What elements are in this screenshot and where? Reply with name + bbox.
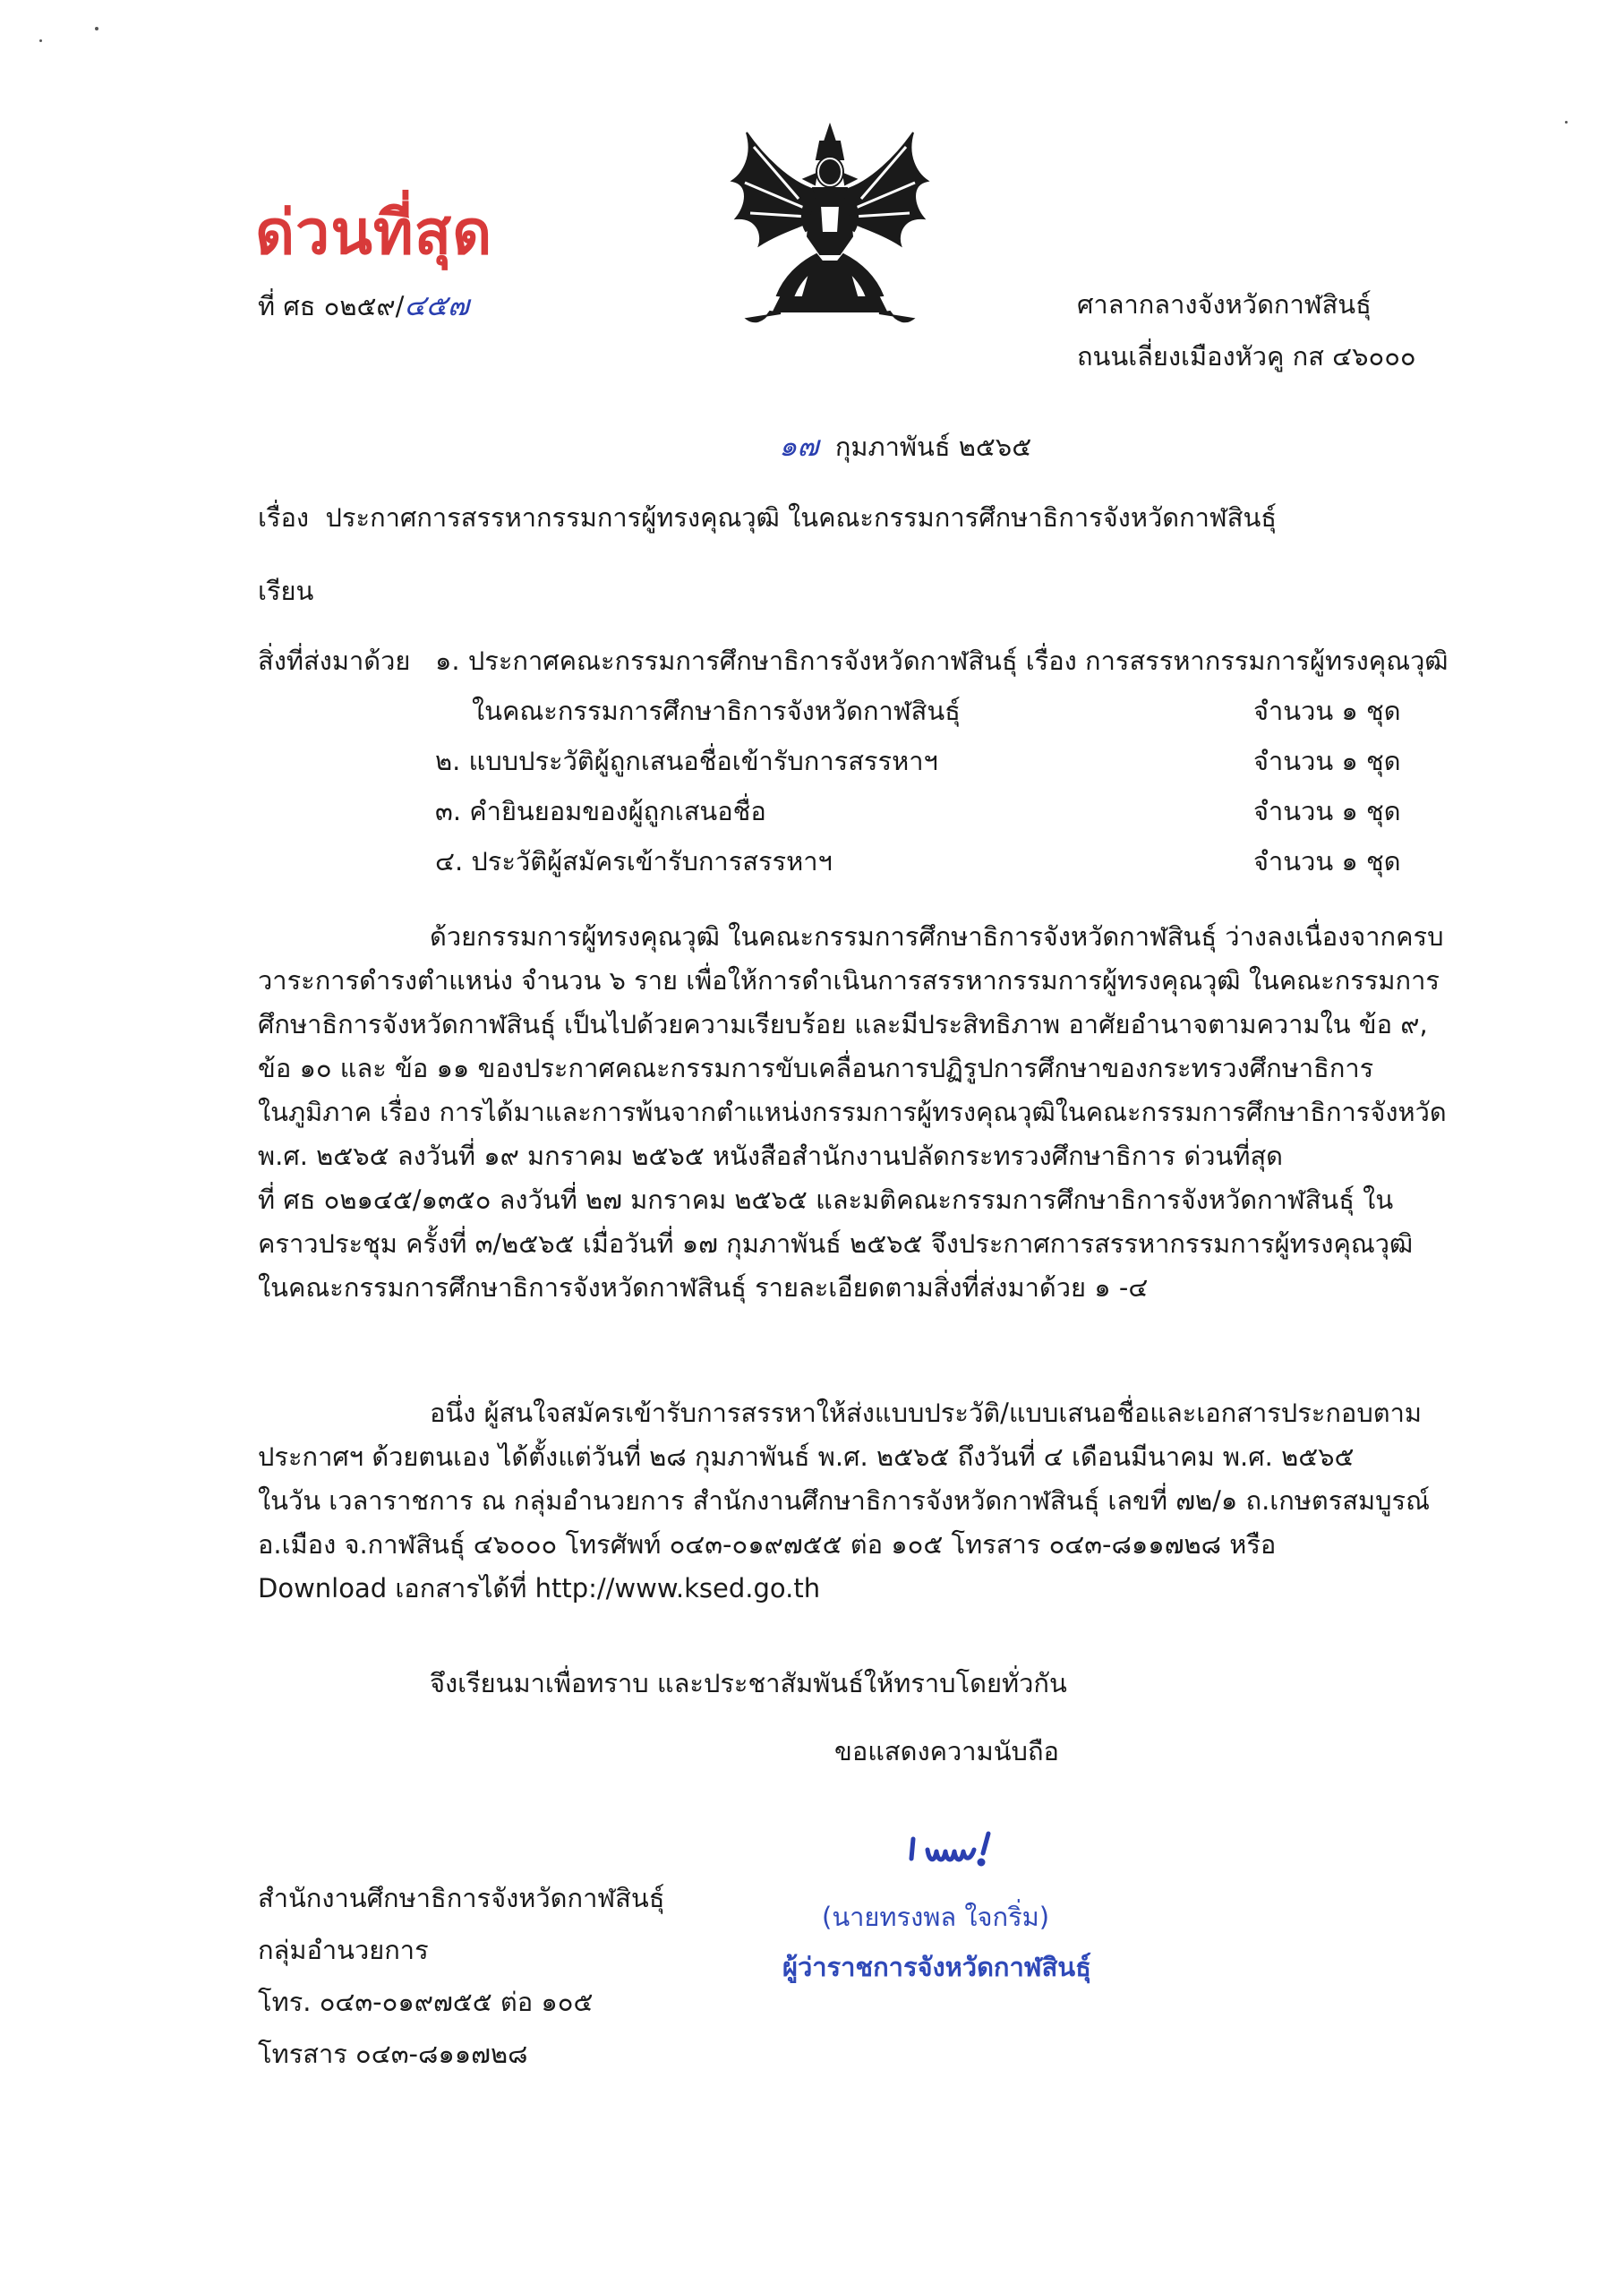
footer-division: กลุ่มอำนวยการ	[258, 1935, 429, 1965]
enclosure-item-1-cont: ในคณะกรรมการศึกษาธิการจังหวัดกาฬสินธุ์	[472, 696, 961, 726]
recipient-label: เรียน	[258, 576, 314, 606]
scan-speck	[1565, 121, 1568, 124]
paragraph-line: ในคณะกรรมการศึกษาธิการจังหวัดกาฬสินธุ์ รายละเอียดตามสิ่งที่ส่งมาด้วย ๑ -๔	[258, 1272, 1149, 1303]
date-day-handwritten: ๑๗	[779, 429, 819, 463]
paragraph-line: ด้วยกรรมการผู้ทรงคุณวุฒิ ในคณะกรรมการศึกษาธิการจังหวัดกาฬสินธุ์ ว่างลงเนื่องจากครบ	[430, 921, 1444, 952]
footer-phone: โทร. ๐๔๓-๐๑๙๗๕๕ ต่อ ๑๐๕	[258, 1987, 594, 2017]
garuda-emblem-icon	[727, 120, 933, 328]
footer-office: สำนักงานศึกษาธิการจังหวัดกาฬสินธุ์	[258, 1883, 665, 1913]
urgent-stamp: ด่วนที่สุด	[255, 198, 493, 269]
document-number-handwritten: ๔๕๗	[404, 288, 469, 322]
paragraph-line: คราวประชุม ครั้งที่ ๓/๒๕๖๕ เมื่อวันที่ ๑๗ กุมภาพันธ์ ๒๕๖๕ จึงประกาศการสรรหากรรมการผู้ทรงคุณวุฒิ	[258, 1228, 1414, 1259]
date-month-year: กุมภาพันธ์ ๒๕๖๕	[834, 432, 1032, 462]
letter-date	[779, 428, 1031, 465]
enclosure-item-4: ๔. ประวัติผู้สมัครเข้ารับการสรรหาฯ	[435, 846, 833, 877]
paragraph-line: ในภูมิภาค เรื่อง การได้มาและการพ้นจากตำแหน่งกรรมการผู้ทรงคุณวุฒิในคณะกรรมการศึกษาธิการจังหวัด	[258, 1097, 1447, 1127]
enclosure-qty-2: จำนวน ๑ ชุด	[1253, 746, 1401, 776]
paragraph-line: Download เอกสารได้ที่ http://www.ksed.go.th	[258, 1573, 821, 1604]
salutation: ขอแสดงความนับถือ	[834, 1736, 1059, 1766]
enclosures-label: สิ่งที่ส่งมาด้วย	[258, 646, 411, 676]
enclosure-qty-3: จำนวน ๑ ชุด	[1253, 796, 1401, 826]
paragraph-line: วาระการดำรงตำแหน่ง จำนวน ๖ ราย เพื่อให้การดำเนินการสรรหากรรมการผู้ทรงคุณวุฒิ ในคณะกรรมการ	[258, 965, 1440, 996]
office-address-line2: ถนนเลี่ยงเมืองหัวคู กส ๔๖๐๐๐	[1077, 341, 1416, 372]
document-number-label: ที่ ศธ ๐๒๕๙/	[258, 291, 405, 321]
scan-speck	[95, 27, 98, 30]
scan-speck	[39, 39, 42, 42]
document-number	[258, 287, 469, 324]
paragraph-line: ศึกษาธิการจังหวัดกาฬสินธุ์ เป็นไปด้วยความเรียบร้อย และมีประสิทธิภาพ อาศัยอำนาจตามความใน ข้อ ๙,	[258, 1009, 1428, 1039]
paragraph-line: อนึ่ง ผู้สนใจสมัครเข้ารับการสรรหาให้ส่งแบบประวัติ/แบบเสนอชื่อและเอกสารประกอบตาม	[430, 1398, 1422, 1428]
paragraph-line: ในวัน เวลาราชการ ณ กลุ่มอำนวยการ สำนักงานศึกษาธิการจังหวัดกาฬสินธุ์ เลขที่ ๗๒/๑ ถ.เกษตรสมบูรณ์	[258, 1485, 1431, 1516]
enclosure-item-2: ๒. แบบประวัติผู้ถูกเสนอชื่อเข้ารับการสรรหาฯ	[435, 746, 938, 776]
paragraph-line: พ.ศ. ๒๕๖๕ ลงวันที่ ๑๙ มกราคม ๒๕๖๕ หนังสือสำนักงานปลัดกระทรวงศึกษาธิการ ด่วนที่สุด	[258, 1141, 1283, 1171]
handwritten-signature	[906, 1826, 1022, 1871]
closing-line: จึงเรียนมาเพื่อทราบ และประชาสัมพันธ์ให้ทราบโดยทั่วกัน	[430, 1668, 1067, 1698]
paragraph-line: อ.เมือง จ.กาฬสินธุ์ ๔๖๐๐๐ โทรศัพท์ ๐๔๓-๐๑๙๗๕๕ ต่อ ๑๐๕ โทรสาร ๐๔๓-๘๑๑๗๒๘ หรือ	[258, 1529, 1277, 1560]
enclosure-item-1: ๑. ประกาศคณะกรรมการศึกษาธิการจังหวัดกาฬสินธุ์ เรื่อง การสรรหากรรมการผู้ทรงคุณวุฒิ	[435, 646, 1449, 676]
body-paragraph-2	[258, 1391, 1436, 1611]
paragraph-line: ประกาศฯ ด้วยตนเอง ได้ตั้งแต่วันที่ ๒๘ กุมภาพันธ์ พ.ศ. ๒๕๖๕ ถึงวันที่ ๔ เดือนมีนาคม พ.ศ. ๒๕๖๕	[258, 1441, 1355, 1472]
office-address-line1: ศาลากลางจังหวัดกาฬสินธุ์	[1077, 289, 1372, 320]
signatory-position: ผู้ว่าราชการจังหวัดกาฬสินธุ์	[782, 1952, 1091, 1982]
subject-text: ประกาศการสรรหากรรมการผู้ทรงคุณวุฒิ ในคณะกรรมการศึกษาธิการจังหวัดกาฬสินธุ์	[325, 502, 1277, 533]
subject-label: เรื่อง	[258, 502, 310, 533]
subject-line	[258, 500, 1277, 535]
paragraph-line: ข้อ ๑๐ และ ข้อ ๑๑ ของประกาศคณะกรรมการขับเคลื่อนการปฏิรูปการศึกษาของกระทรวงศึกษาธิการ	[258, 1053, 1374, 1083]
signatory-name: (นายทรงพล ใจกริ่ม)	[822, 1902, 1050, 1932]
enclosure-item-3: ๓. คำยินยอมของผู้ถูกเสนอชื่อ	[435, 796, 766, 826]
enclosure-qty-4: จำนวน ๑ ชุด	[1253, 846, 1401, 877]
enclosure-qty-1: จำนวน ๑ ชุด	[1253, 696, 1401, 726]
paragraph-line: ที่ ศธ ๐๒๑๔๕/๑๓๕๐ ลงวันที่ ๒๗ มกราคม ๒๕๖๕ และมติคณะกรรมการศึกษาธิการจังหวัดกาฬสินธุ์ ใน	[258, 1184, 1394, 1215]
footer-fax: โทรสาร ๐๔๓-๘๑๑๗๒๘	[258, 2039, 528, 2069]
body-paragraph-1	[258, 915, 1447, 1310]
